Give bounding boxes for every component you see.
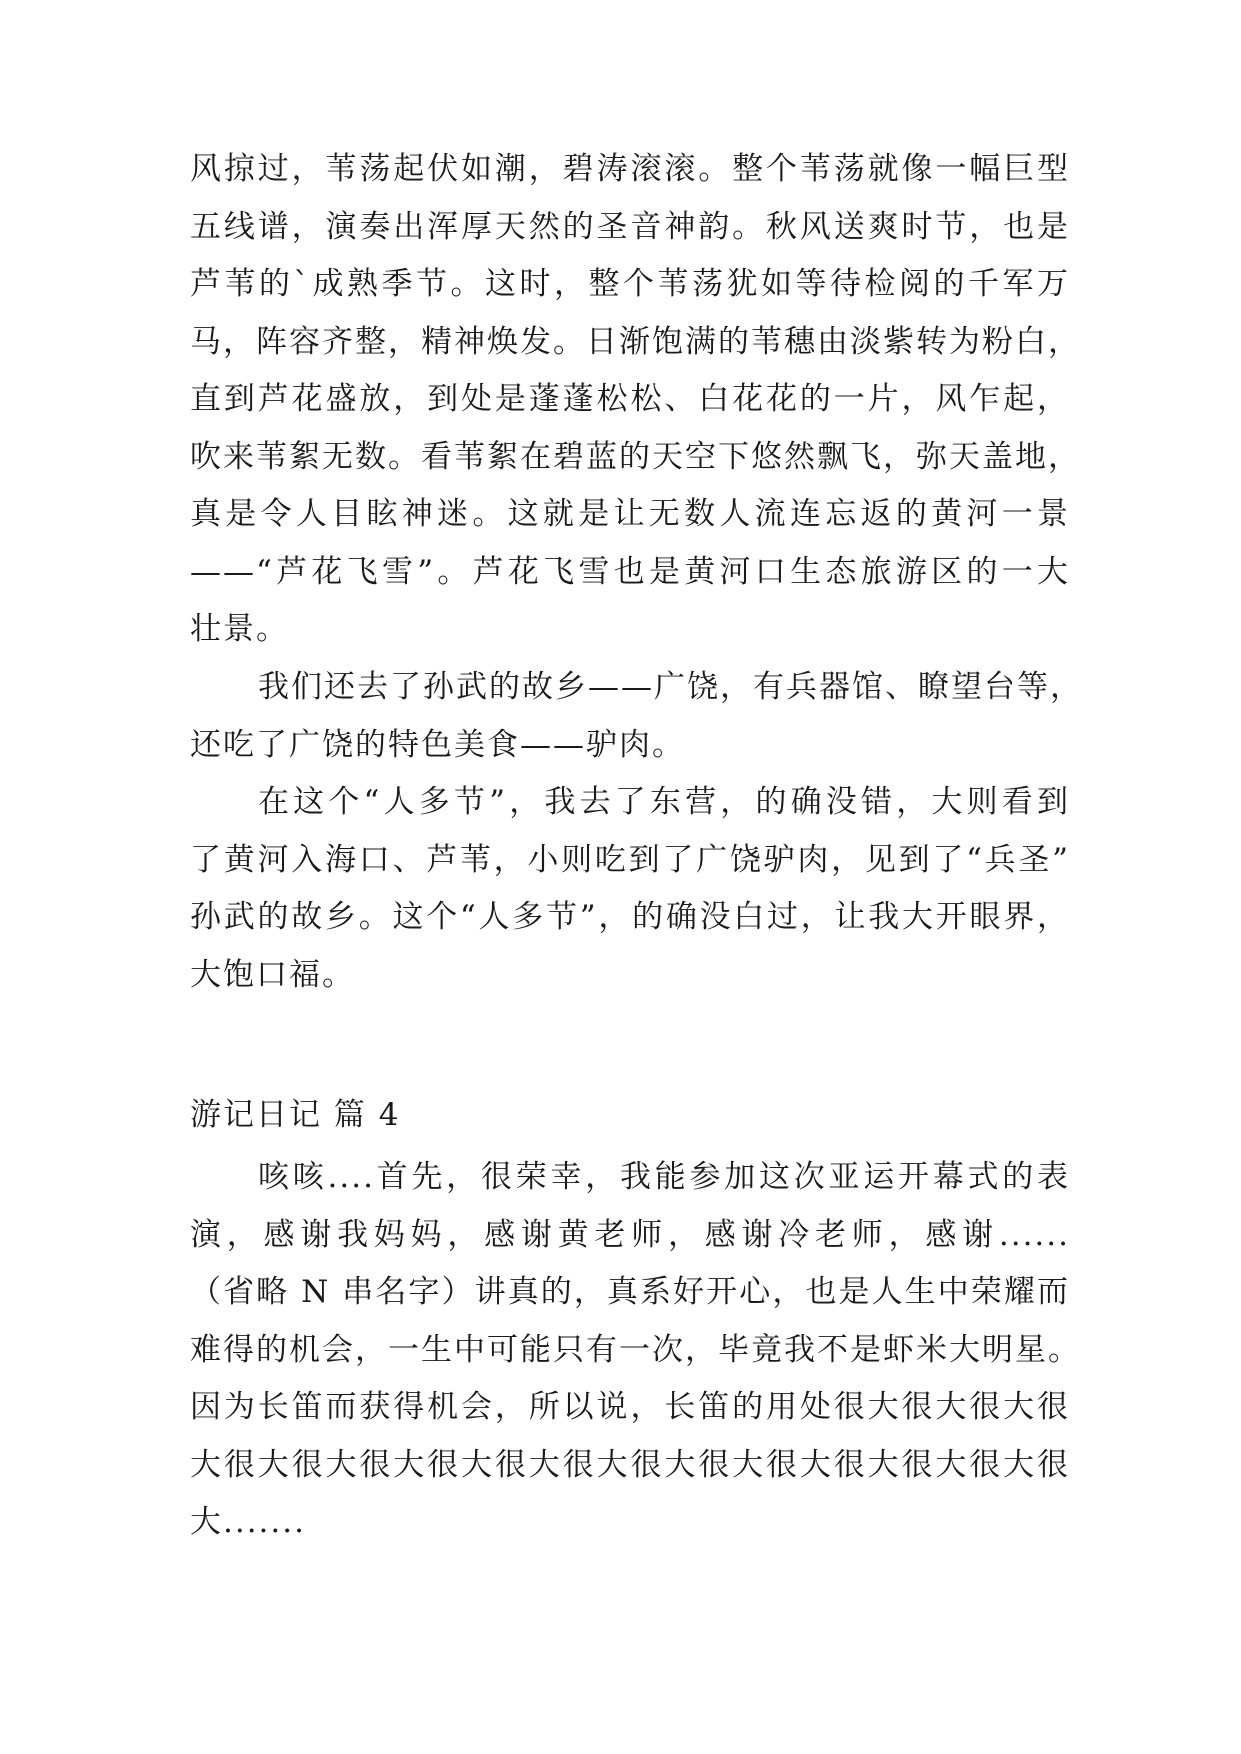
text-line: 直到芦花盛放，到处是蓬蓬松松、白花花的一片，风乍起， — [190, 381, 1070, 417]
text-line: 我们还去了孙武的故乡——广饶，有兵器馆、瞭望台等， — [258, 669, 1083, 705]
text-line: 还吃了广饶的特色美食——驴肉。 — [190, 726, 685, 763]
text-line: 孙武的故乡。这个“人多节”，的确没白过，让我大开眼界， — [190, 899, 1070, 935]
text-line: 大很大很大很大很大很大很大很大很大很大很大很大很大很 — [190, 1446, 1070, 1483]
text-line: 真是令人目眩神迷。这就是让无数人流连忘返的黄河一景 — [190, 496, 1070, 532]
text-line: 大饱口福。 — [190, 956, 355, 993]
text-line: 演，感谢我妈妈，感谢黄老师，感谢冷老师，感谢...... — [190, 1216, 1070, 1253]
paragraph-reed-marsh — [190, 141, 1081, 659]
text-line: 芦苇的`成熟季节。这时，整个苇荡犹如等待检阅的千军万 — [190, 266, 1070, 302]
text-line: 马，阵容齐整，精神焕发。日渐饱满的苇穗由淡紫转为粉白， — [190, 323, 1081, 360]
section-heading: 游记日记 篇 4 — [190, 1097, 401, 1133]
text-line: 了黄河入海口、芦苇，小则吃到了广饶驴肉，见到了“兵圣” — [190, 841, 1070, 878]
text-line: 在这个“人多节”，我去了东营，的确没错，大则看到 — [258, 784, 1070, 820]
paragraph-asian-games — [190, 1149, 1081, 1552]
text-line: 风掠过，苇荡起伏如潮，碧涛滚滚。整个苇荡就像一幅巨型 — [190, 151, 1070, 187]
paragraph-conclusion — [190, 774, 1070, 1004]
text-line: 壮景。 — [190, 611, 289, 647]
paragraph-guangrao — [190, 659, 1083, 774]
text-line: 五线谱，演奏出浑厚天然的圣音神韵。秋风送爽时节，也是 — [190, 208, 1070, 245]
text-line: 咳咳....首先，很荣幸，我能参加这次亚运开幕式的表 — [258, 1159, 1070, 1195]
text-line: ——“芦花飞雪”。芦花飞雪也是黄河口生态旅游区的一大 — [190, 553, 1070, 590]
text-line: 大....... — [190, 1504, 306, 1540]
text-line: （省略 N 串名字）讲真的，真系好开心，也是人生中荣耀而 — [190, 1274, 1070, 1310]
text-line: 吹来苇絮无数。看苇絮在碧蓝的天空下悠然飘飞，弥天盖地， — [190, 438, 1081, 475]
text-line: 因为长笛而获得机会，所以说，长笛的用处很大很大很大很 — [190, 1389, 1070, 1425]
text-line: 难得的机会，一生中可能只有一次，毕竟我不是虾米大明星。 — [190, 1331, 1081, 1368]
